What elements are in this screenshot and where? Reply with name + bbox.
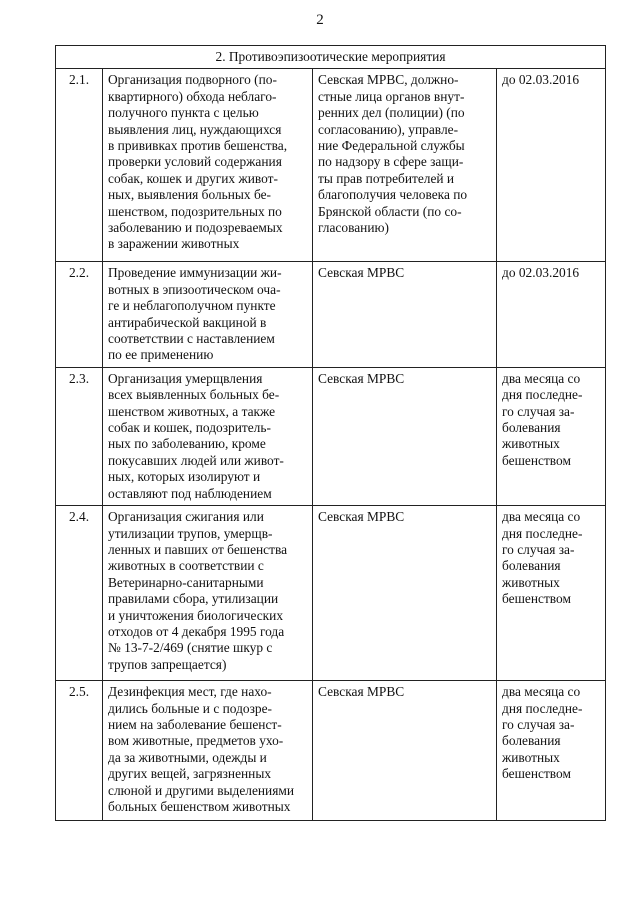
deadline-cell <box>497 681 606 821</box>
section-header-row <box>56 46 606 69</box>
item-number: 2.5. <box>56 681 103 821</box>
action-line: антирабической вакциной в <box>108 314 267 330</box>
deadline-line: два месяца со <box>502 684 581 700</box>
action-line: отходов от 4 декабря 1995 года <box>108 623 285 639</box>
deadline-line: го случая за- <box>502 403 575 419</box>
action-line: нием на заболевание бешенст- <box>108 716 282 732</box>
deadline-line: до 02.03.2016 <box>502 265 580 281</box>
action-line: Организация сжигания или <box>108 509 264 525</box>
deadline-line: дня последне- <box>502 700 583 716</box>
action-line: Ветеринарно-санитарными <box>108 574 264 590</box>
action-cell <box>103 262 313 367</box>
action-line: шенством, подозрительных по <box>108 203 282 219</box>
deadline-line: до 02.03.2016 <box>502 72 580 88</box>
deadline-line: дня последне- <box>502 387 583 403</box>
deadline-line: го случая за- <box>502 716 575 732</box>
responsible-line: Севская МРВС <box>318 684 405 700</box>
action-line: Организация подворного (по- <box>108 72 277 88</box>
responsible-line: Севская МРВС, должно- <box>318 72 459 88</box>
action-line: соответствии с наставлением <box>108 331 275 347</box>
action-line: других вещей, загрязненных <box>108 766 272 782</box>
action-line: животных в соответствии с <box>108 558 264 574</box>
deadline-line: болевания <box>502 558 561 574</box>
deadline-line: болевания <box>502 733 561 749</box>
action-line: квартирного) обхода неблаго- <box>108 88 277 104</box>
responsible-line: Севская МРВС <box>318 370 405 386</box>
item-number: 2.1. <box>56 69 103 262</box>
action-cell <box>103 681 313 821</box>
action-line: в заражении животных <box>108 236 240 252</box>
deadline-line: бешенством <box>502 591 571 607</box>
action-line: Организация умерщвления <box>108 370 263 386</box>
action-line: трупов запрещается) <box>108 656 227 672</box>
action-cell <box>103 69 313 262</box>
deadline-cell <box>497 367 606 505</box>
action-line: Проведение иммунизации жи- <box>108 265 282 281</box>
item-number: 2.3. <box>56 367 103 505</box>
responsible-line: благополучия человека по <box>318 187 468 203</box>
deadline-line: бешенством <box>502 766 571 782</box>
responsible-cell <box>313 506 497 681</box>
action-line: № 13-7-2/469 (снятие шкур с <box>108 640 273 656</box>
responsible-cell <box>313 69 497 262</box>
action-line: ных, которых изолируют и <box>108 469 261 485</box>
responsible-line: по надзору в сфере защи- <box>318 154 464 170</box>
action-line: и уничтожения биологических <box>108 607 284 623</box>
responsible-line: согласованию), управле- <box>318 121 459 137</box>
table-row <box>56 367 606 505</box>
action-line: утилизации трупов, умерщв- <box>108 525 273 541</box>
action-line: дились больные и с подозре- <box>108 700 272 716</box>
section-title: 2. Противоэпизоотические мероприятия <box>56 46 606 69</box>
action-line: ге и неблагополучном пункте <box>108 298 276 314</box>
responsible-cell <box>313 262 497 367</box>
action-line: вотных в эпизоотическом оча- <box>108 281 281 297</box>
deadline-line: бешенством <box>502 452 571 468</box>
action-line: ных по заболеванию, кроме <box>108 436 266 452</box>
table-row <box>56 69 606 262</box>
action-line: заболеванию и подозреваемых <box>108 220 283 236</box>
action-line: ленных и павших от бешенства <box>108 541 288 557</box>
item-number: 2.4. <box>56 506 103 681</box>
item-number: 2.2. <box>56 262 103 367</box>
action-line: получного пункта с целью <box>108 105 259 121</box>
table-row <box>56 681 606 821</box>
action-line: оставляют под наблюдением <box>108 485 272 501</box>
action-line: всех выявленных больных бе- <box>108 387 280 403</box>
action-line: выявления лиц, нуждающихся <box>108 121 282 137</box>
action-line: да за животными, одежды и <box>108 749 267 765</box>
deadline-line: животных <box>502 749 560 765</box>
action-line: вом животные, предметов ухо- <box>108 733 284 749</box>
responsible-line: Севская МРВС <box>318 265 405 281</box>
responsible-line: ние Федеральной службы <box>318 138 465 154</box>
responsible-line: Севская МРВС <box>318 509 405 525</box>
responsible-line: гласованию) <box>318 220 389 236</box>
deadline-cell <box>497 262 606 367</box>
action-line: больных бешенством животных <box>108 798 291 814</box>
measures-table <box>55 45 606 821</box>
deadline-line: животных <box>502 574 560 590</box>
action-line: слюной и другими выделениями <box>108 782 295 798</box>
responsible-line: ренних дел (полиции) (по <box>318 105 465 121</box>
action-line: в прививках против бешенства, <box>108 138 288 154</box>
deadline-line: дня последне- <box>502 525 583 541</box>
responsible-line: стные лица органов внут- <box>318 88 465 104</box>
action-line: по ее применению <box>108 347 214 363</box>
deadline-line: го случая за- <box>502 541 575 557</box>
deadline-line: два месяца со <box>502 509 581 525</box>
deadline-cell <box>497 69 606 262</box>
action-line: ных, выявления больных бе- <box>108 187 272 203</box>
deadline-line: два месяца со <box>502 370 581 386</box>
action-line: шенством животных, а также <box>108 403 276 419</box>
action-line: проверки условий содержания <box>108 154 282 170</box>
deadline-cell <box>497 506 606 681</box>
action-line: Дезинфекция мест, где нахо- <box>108 684 272 700</box>
responsible-line: Брянской области (по со- <box>318 203 462 219</box>
table-row <box>56 262 606 367</box>
deadline-line: болевания <box>502 420 561 436</box>
responsible-line: ты прав потребителей и <box>318 170 455 186</box>
responsible-cell <box>313 681 497 821</box>
action-line: собак и кошек, подозритель- <box>108 420 271 436</box>
deadline-line: животных <box>502 436 560 452</box>
action-line: правилами сбора, утилизации <box>108 591 279 607</box>
action-cell <box>103 367 313 505</box>
page-number: 2 <box>316 12 324 28</box>
action-line: покусавших людей или живот- <box>108 452 284 468</box>
action-cell <box>103 506 313 681</box>
responsible-cell <box>313 367 497 505</box>
action-line: собак, кошек и других живот- <box>108 170 278 186</box>
table-row <box>56 506 606 681</box>
